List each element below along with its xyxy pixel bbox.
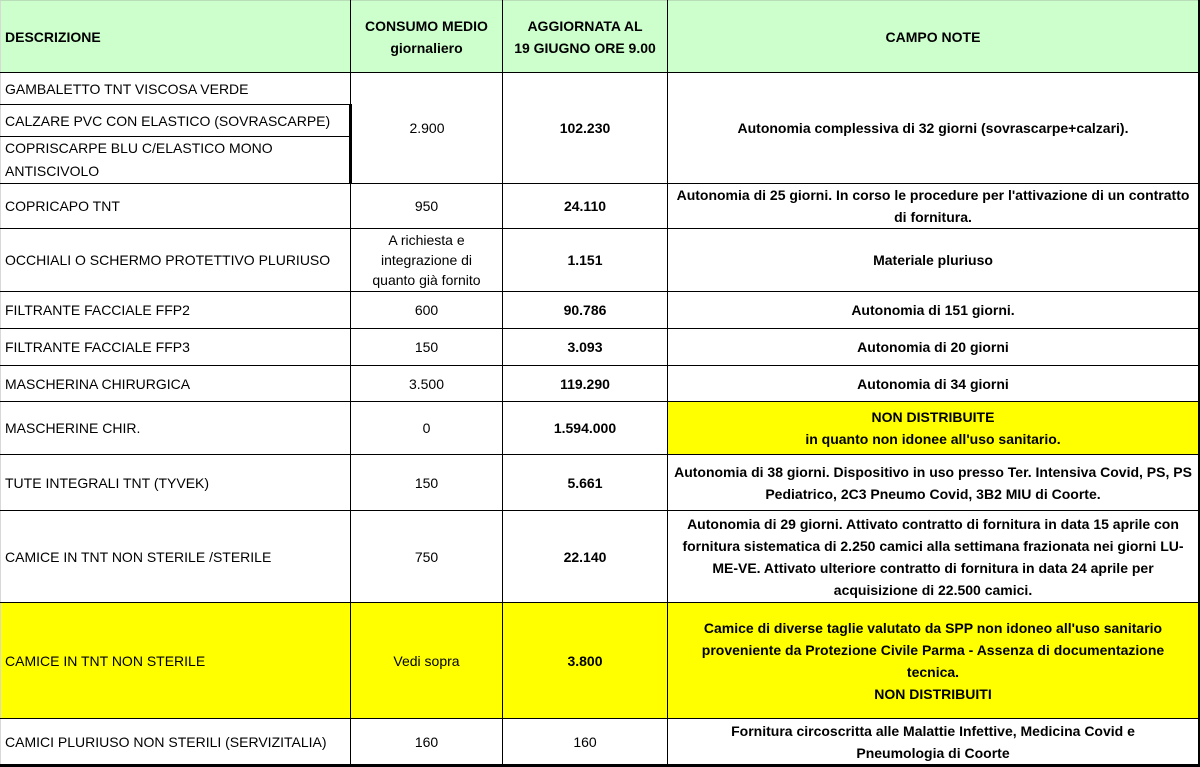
cell-descrizione[interactable]: CAMICI PLURIUSO NON STERILI (SERVIZITALIA) [1,719,351,766]
note-detail: Camice di diverse taglie valutato da SPP non idoneo all'uso sanitario proveniente da Protezione Civile Parma - Assenza di documentazione tecnica. [701,619,1165,680]
table-row [1,73,1200,105]
cell-note[interactable] [668,603,1200,719]
cell-aggiornata[interactable]: 3.800 [503,603,668,719]
header-descrizione[interactable]: DESCRIZIONE [1,1,351,73]
cell-aggiornata[interactable]: 1.151 [503,229,668,292]
table-row [1,511,1200,603]
cell-descrizione[interactable]: MASCHERINA CHIRURGICA [1,366,351,402]
cell-descrizione[interactable]: CAMICE IN TNT NON STERILE [1,603,351,719]
cell-consumo[interactable]: 150 [351,455,503,511]
cell-consumo[interactable]: 750 [351,511,503,603]
note-reason: in quanto non idonee all'uso sanitario. [805,431,1061,447]
table-row [1,366,1200,402]
cell-descrizione[interactable]: MASCHERINE CHIR. [1,402,351,455]
header-aggiornata[interactable] [503,1,668,73]
cell-consumo[interactable]: A richiesta e integrazione di quanto già fornito [351,229,503,292]
header-row [1,1,1200,73]
cell-descrizione[interactable]: OCCHIALI O SCHERMO PROTETTIVO PLURIUSO [1,229,351,292]
cell-descrizione[interactable]: COPRISCARPE BLU C/ELASTICO MONO ANTISCIVOLO [1,137,351,184]
cell-aggiornata[interactable]: 90.786 [503,292,668,329]
cell-note[interactable]: Autonomia di 34 giorni [668,366,1200,402]
note-status: NON DISTRIBUITE [871,409,995,425]
cell-descrizione[interactable]: CALZARE PVC CON ELASTICO (SOVRASCARPE) [1,105,351,137]
cell-note[interactable]: Autonomia di 29 giorni. Attivato contratto di fornitura in data 15 aprile con fornitura sistematica di 2.250 camici alla settimana frazionata nei giorni LU-ME-VE. Attivato ulteriore contratto di fornitura in data 24 aprile per acquisizione di 22.500 camici. [668,511,1200,603]
cell-note[interactable]: Autonomia di 25 giorni. In corso le procedure per l'attivazione di un contratto di fornitura. [668,184,1200,229]
cell-consumo[interactable]: 950 [351,184,503,229]
cell-consumo[interactable]: 0 [351,402,503,455]
cell-aggiornata[interactable]: 5.661 [503,455,668,511]
table-row [1,402,1200,455]
header-aggiornata-line2: 19 GIUGNO ORE 9.00 [514,39,656,56]
cell-descrizione[interactable]: FILTRANTE FACCIALE FFP3 [1,329,351,366]
cell-aggiornata[interactable]: 22.140 [503,511,668,603]
cell-consumo[interactable]: 160 [351,719,503,766]
cell-aggiornata[interactable]: 24.110 [503,184,668,229]
cell-note[interactable]: Autonomia di 151 giorni. [668,292,1200,329]
cell-aggiornata[interactable]: 1.594.000 [503,402,668,455]
cell-descrizione[interactable]: TUTE INTEGRALI TNT (TYVEK) [1,455,351,511]
header-note[interactable]: CAMPO NOTE [668,1,1200,73]
header-consumo-line1: CONSUMO MEDIO [365,17,488,34]
header-aggiornata-line1: AGGIORNATA AL [527,17,643,34]
cell-descrizione[interactable]: GAMBALETTO TNT VISCOSA VERDE [1,73,351,105]
cell-aggiornata[interactable]: 119.290 [503,366,668,402]
table-row [1,455,1200,511]
cell-consumo[interactable]: 600 [351,292,503,329]
cell-consumo[interactable]: Vedi sopra [351,603,503,719]
header-consumo-line2: giornaliero [390,39,463,56]
table-row-highlighted [1,603,1200,719]
cell-note[interactable]: Autonomia di 20 giorni [668,329,1200,366]
cell-note[interactable]: Fornitura circoscritta alle Malattie Infettive, Medicina Covid e Pneumologia di Coorte [668,719,1200,766]
cell-aggiornata[interactable]: 3.093 [503,329,668,366]
table-row [1,184,1200,229]
cell-note[interactable]: Autonomia di 38 giorni. Dispositivo in uso presso Ter. Intensiva Covid, PS, PS Pediatrico, 2C3 Pneumo Covid, 3B2 MIU di Coorte. [668,455,1200,511]
cell-note[interactable] [668,402,1200,455]
table-row [1,719,1200,766]
note-status: NON DISTRIBUITI [874,685,992,702]
header-consumo[interactable] [351,1,503,73]
cell-consumo[interactable]: 2.900 [351,73,503,184]
cell-consumo[interactable]: 3.500 [351,366,503,402]
cell-descrizione[interactable]: FILTRANTE FACCIALE FFP2 [1,292,351,329]
cell-note[interactable]: Materiale pluriuso [668,229,1200,292]
table-row [1,329,1200,366]
cell-descrizione[interactable]: COPRICAPO TNT [1,184,351,229]
cell-descrizione[interactable]: CAMICE IN TNT NON STERILE /STERILE [1,511,351,603]
table-row [1,229,1200,292]
cell-aggiornata[interactable]: 102.230 [503,73,668,184]
cell-consumo[interactable]: 150 [351,329,503,366]
cell-aggiornata[interactable]: 160 [503,719,668,766]
table-row [1,292,1200,329]
cell-note[interactable]: Autonomia complessiva di 32 giorni (sovrascarpe+calzari). [668,73,1200,184]
